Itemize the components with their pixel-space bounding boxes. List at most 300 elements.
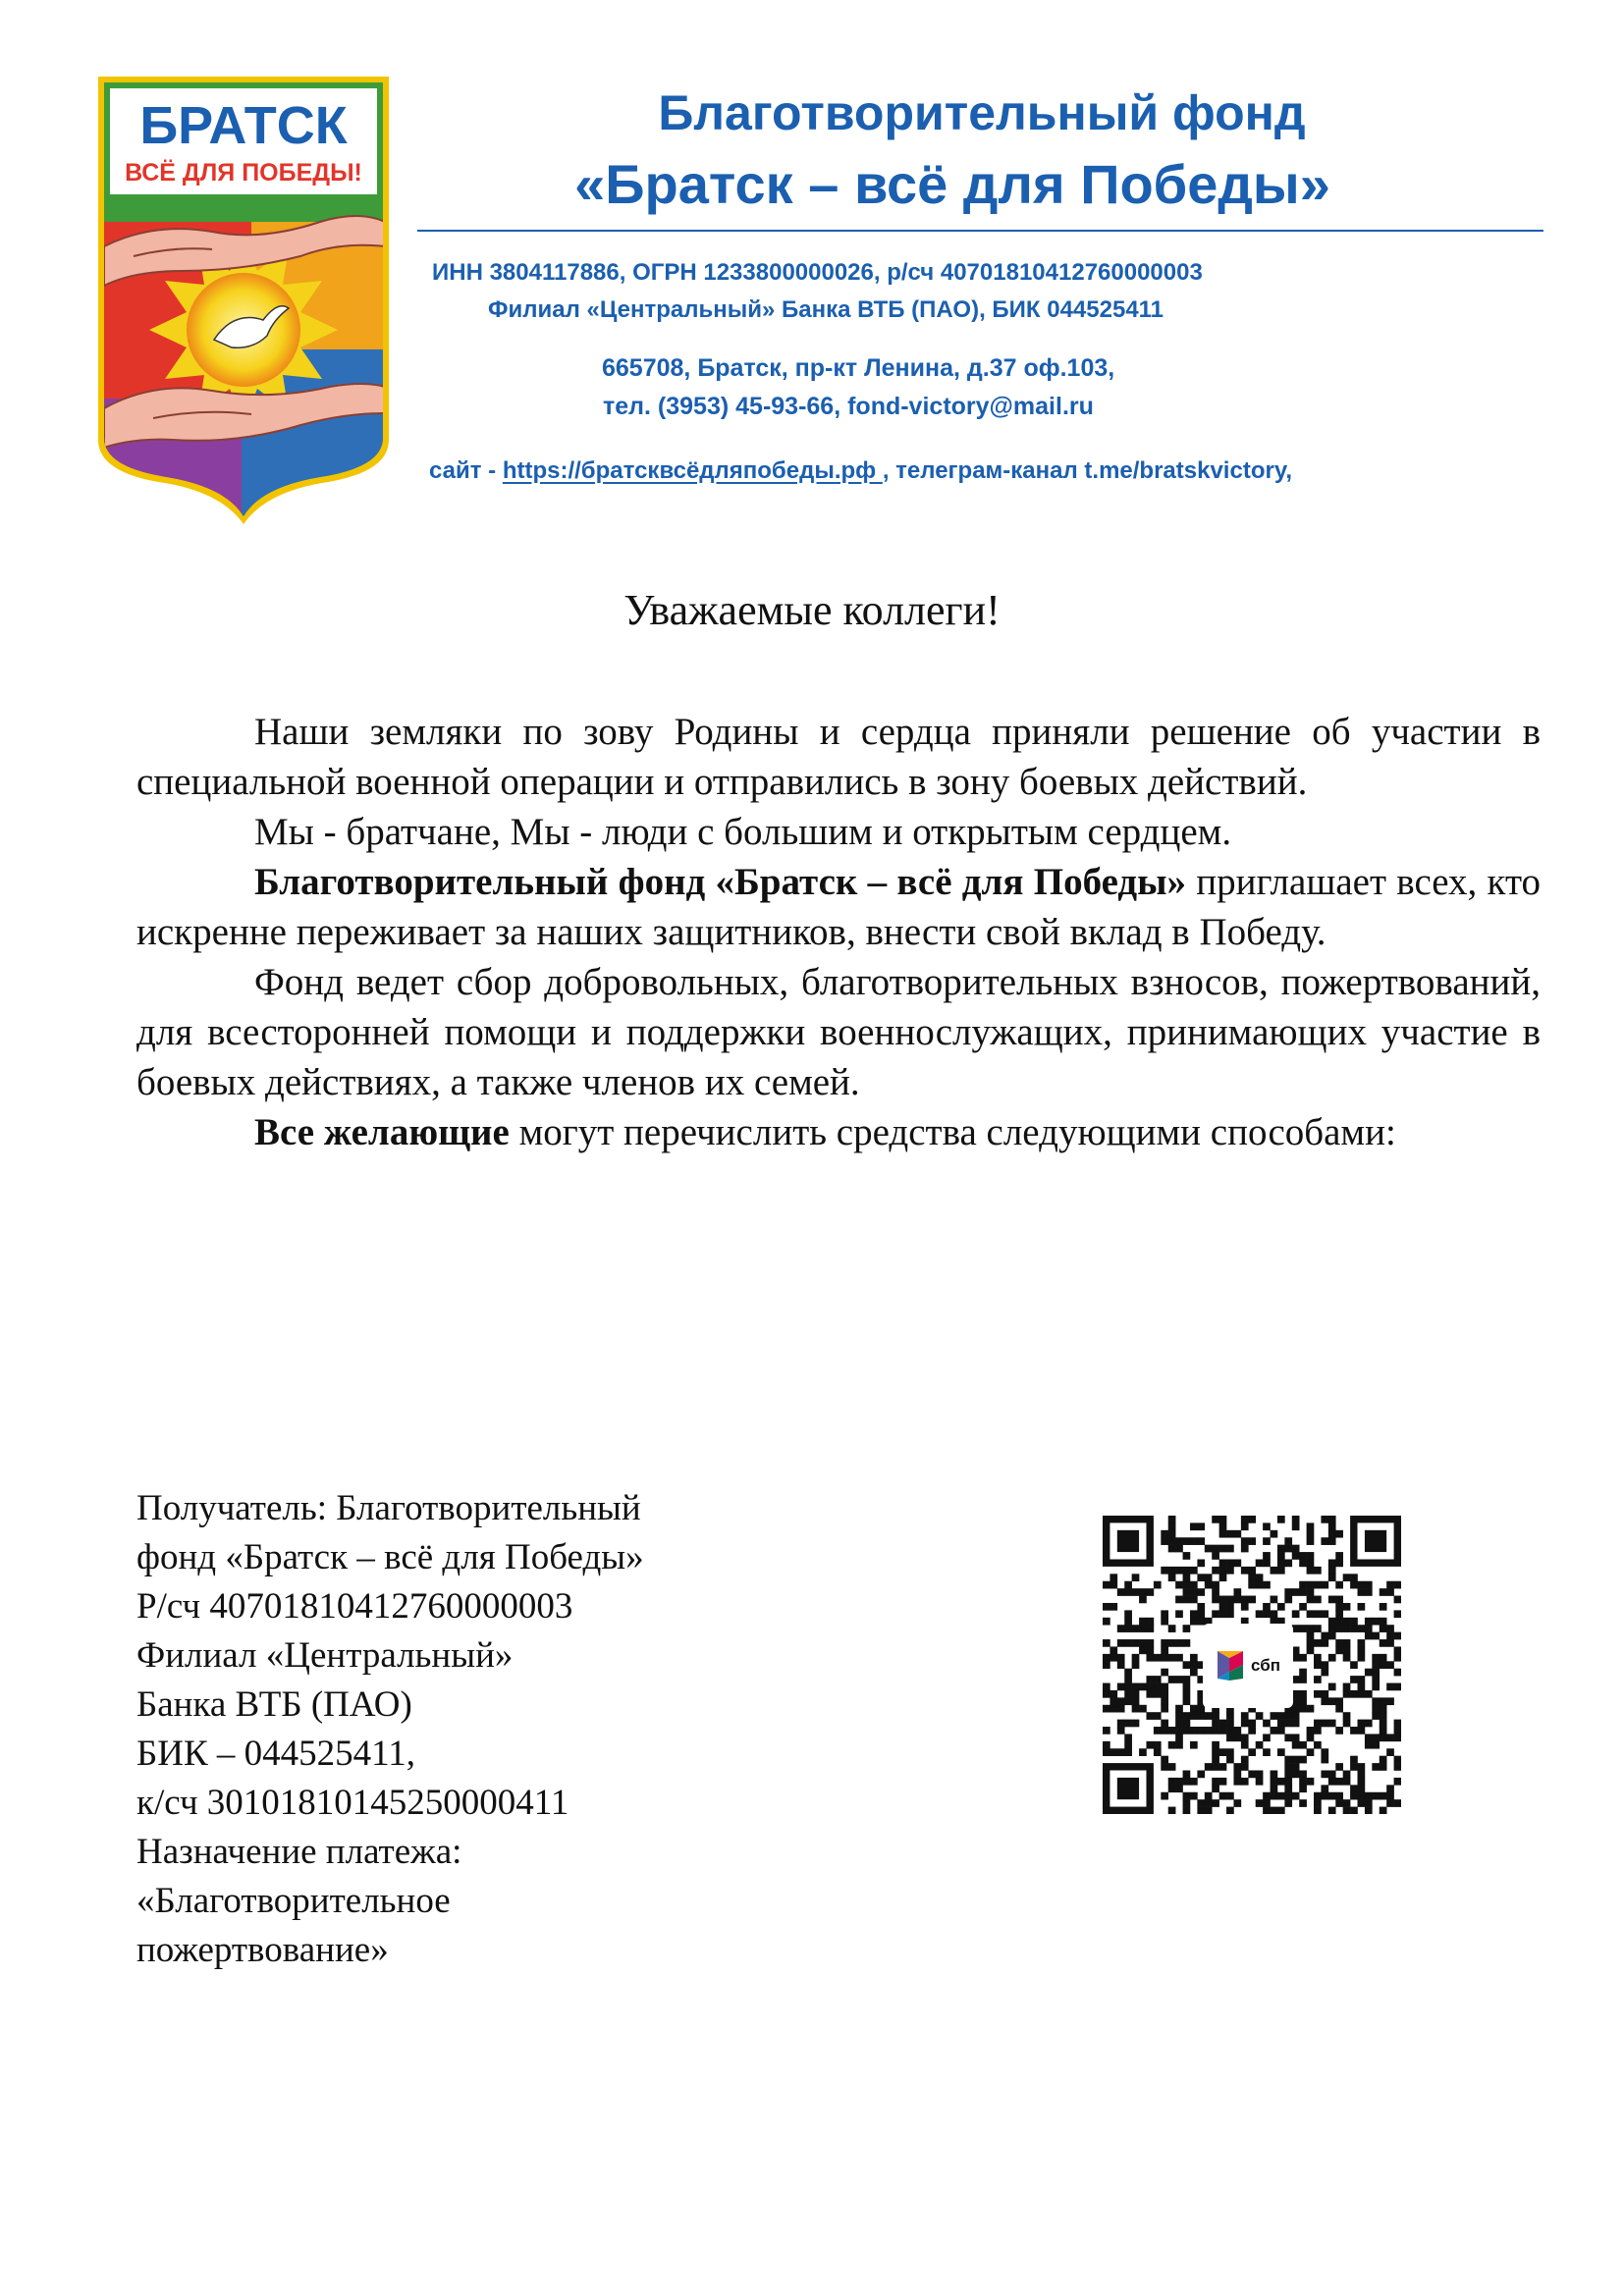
qr-module: [1321, 1581, 1328, 1589]
qr-module: [1380, 1792, 1387, 1800]
qr-module: [1307, 1727, 1315, 1735]
qr-module: [1335, 1639, 1343, 1647]
qr-module: [1284, 1712, 1292, 1720]
qr-module: [1146, 1646, 1154, 1654]
payment-line: к/сч 30101810145250000411: [136, 1783, 569, 1823]
qr-module: [1212, 1545, 1219, 1553]
qr-module: [1139, 1625, 1147, 1632]
qr-module: [1161, 1618, 1168, 1626]
qr-module: [1168, 1625, 1176, 1632]
site-link[interactable]: https://братсквсёдляпобеды.рф: [502, 457, 883, 484]
qr-module: [1197, 1537, 1205, 1545]
qr-module: [1299, 1741, 1307, 1749]
qr-module: [1110, 1646, 1117, 1654]
qr-module: [1358, 1654, 1366, 1662]
qr-module: [1350, 1676, 1358, 1683]
qr-module: [1314, 1727, 1322, 1735]
qr-module: [1212, 1720, 1219, 1728]
qr-module: [1183, 1778, 1191, 1786]
qr-module: [1394, 1778, 1401, 1786]
qr-module: [1343, 1799, 1351, 1807]
sbp-badge: [1203, 1624, 1293, 1708]
payment-line: Банка ВТБ (ПАО): [136, 1684, 412, 1725]
qr-module: [1124, 1625, 1132, 1632]
qr-module: [1292, 1763, 1300, 1771]
qr-module: [1183, 1625, 1191, 1632]
qr-module: [1358, 1639, 1366, 1647]
qr-module: [1263, 1807, 1271, 1814]
qr-module: [1183, 1683, 1191, 1691]
qr-module: [1175, 1778, 1183, 1786]
qr-module: [1175, 1734, 1183, 1741]
qr-module: [1256, 1778, 1264, 1786]
qr-module: [1307, 1522, 1315, 1530]
qr-module: [1277, 1559, 1285, 1567]
qr-module: [1183, 1567, 1191, 1575]
qr-module: [1328, 1792, 1336, 1800]
qr-module: [1175, 1567, 1183, 1575]
qr-module: [1263, 1522, 1271, 1530]
paragraph-volunteers: Наши земляки по зову Родины и сердца приняли решение об участии в специальной военной операции и отправились в зону боевых действий.: [136, 711, 1541, 803]
qr-module: [1139, 1588, 1147, 1596]
qr-module: [1271, 1596, 1278, 1604]
qr-module: [1284, 1785, 1292, 1792]
qr-module: [1380, 1756, 1387, 1764]
qr-module: [1314, 1741, 1322, 1749]
qr-module: [1394, 1581, 1401, 1589]
qr-module: [1284, 1596, 1292, 1604]
qr-module: [1358, 1603, 1366, 1611]
qr-module: [1394, 1799, 1401, 1807]
qr-module: [1168, 1807, 1176, 1814]
qr-module: [1284, 1763, 1292, 1771]
qr-module: [1328, 1771, 1336, 1779]
qr-module: [1307, 1581, 1315, 1589]
qr-module: [1314, 1690, 1322, 1698]
qr-module: [1335, 1799, 1343, 1807]
qr-module: [1284, 1799, 1292, 1807]
qr-module: [1358, 1588, 1366, 1596]
qr-module: [1233, 1727, 1241, 1735]
qr-module: [1277, 1567, 1285, 1575]
qr-module: [1328, 1625, 1336, 1632]
qr-module: [1335, 1530, 1343, 1538]
qr-module: [1212, 1741, 1219, 1749]
sbp-logo-icon: [1216, 1649, 1245, 1682]
qr-module: [1358, 1625, 1366, 1632]
qr-module: [1241, 1712, 1249, 1720]
qr-module: [1335, 1697, 1343, 1705]
qr-module: [1365, 1792, 1373, 1800]
qr-module: [1263, 1603, 1271, 1611]
qr-module: [1314, 1792, 1322, 1800]
qr-module: [1183, 1581, 1191, 1589]
qr-module: [1175, 1596, 1183, 1604]
qr-module: [1307, 1530, 1315, 1538]
qr-module: [1328, 1683, 1336, 1691]
qr-module: [1321, 1661, 1328, 1669]
qr-module: [1350, 1618, 1358, 1626]
qr-module: [1146, 1625, 1154, 1632]
qr-module: [1205, 1799, 1213, 1807]
qr-module: [1168, 1530, 1176, 1538]
qr-module: [1386, 1697, 1394, 1705]
qr-module: [1365, 1632, 1373, 1640]
qr-module: [1154, 1741, 1162, 1749]
qr-module: [1284, 1792, 1292, 1800]
qr-module: [1335, 1705, 1343, 1713]
qr-module: [1233, 1763, 1241, 1771]
qr-module: [1154, 1727, 1162, 1735]
qr-module: [1212, 1763, 1219, 1771]
qr-module: [1117, 1778, 1139, 1799]
qr-module: [1146, 1588, 1154, 1596]
qr-module: [1226, 1734, 1234, 1741]
logo-emblem: [94, 75, 393, 526]
qr-module: [1219, 1763, 1227, 1771]
qr-module: [1372, 1676, 1380, 1683]
qr-module: [1124, 1683, 1132, 1691]
qr-module: [1219, 1530, 1227, 1538]
qr-module: [1380, 1727, 1387, 1735]
qr-module: [1299, 1799, 1307, 1807]
qr-module: [1271, 1778, 1278, 1786]
qr-module: [1124, 1676, 1132, 1683]
qr-module: [1321, 1690, 1328, 1698]
qr-module: [1183, 1661, 1191, 1669]
qr-module: [1321, 1632, 1328, 1640]
qr-module: [1248, 1574, 1256, 1581]
qr-module: [1314, 1625, 1322, 1632]
qr-module: [1110, 1603, 1117, 1611]
qr-module: [1328, 1537, 1336, 1545]
qr-module: [1183, 1574, 1191, 1581]
qr-module: [1226, 1530, 1234, 1538]
qr-module: [1175, 1545, 1183, 1553]
qr-module: [1365, 1625, 1373, 1632]
qr-module: [1219, 1610, 1227, 1618]
qr-module: [1263, 1734, 1271, 1741]
qr-module: [1350, 1792, 1358, 1800]
qr-module: [1394, 1669, 1401, 1677]
qr-module: [1168, 1676, 1176, 1683]
qr-module: [1146, 1690, 1154, 1698]
qr-module: [1124, 1734, 1132, 1741]
qr-module: [1190, 1522, 1198, 1530]
qr-module: [1132, 1690, 1140, 1698]
qr-module: [1394, 1683, 1401, 1691]
qr-module: [1205, 1574, 1213, 1581]
qr-module: [1154, 1683, 1162, 1691]
qr-module: [1372, 1669, 1380, 1677]
qr-module: [1183, 1588, 1191, 1596]
qr-module: [1241, 1603, 1249, 1611]
qr-module: [1110, 1574, 1117, 1581]
qr-module: [1299, 1581, 1307, 1589]
qr-module: [1197, 1603, 1205, 1611]
qr-module: [1212, 1712, 1219, 1720]
qr-module: [1219, 1720, 1227, 1728]
qr-module: [1103, 1661, 1110, 1669]
qr-module: [1161, 1537, 1168, 1545]
qr-module: [1103, 1748, 1110, 1756]
qr-module: [1132, 1661, 1140, 1669]
qr-module: [1219, 1603, 1227, 1611]
qr-module: [1103, 1683, 1110, 1691]
qr-module: [1307, 1588, 1315, 1596]
qr-module: [1226, 1792, 1234, 1800]
qr-module: [1394, 1610, 1401, 1618]
qr-module: [1380, 1639, 1387, 1647]
qr-module: [1183, 1676, 1191, 1683]
qr-module: [1124, 1748, 1132, 1756]
qr-module: [1190, 1537, 1198, 1545]
qr-module: [1175, 1727, 1183, 1735]
qr-module: [1284, 1537, 1292, 1545]
qr-module: [1358, 1763, 1366, 1771]
qr-module: [1205, 1581, 1213, 1589]
qr-module: [1103, 1581, 1110, 1589]
qr-module: [1219, 1559, 1227, 1567]
qr-module: [1314, 1661, 1322, 1669]
qr-module: [1386, 1734, 1394, 1741]
qr-module: [1117, 1727, 1125, 1735]
qr-module: [1124, 1690, 1132, 1698]
qr-module: [1307, 1552, 1315, 1560]
qr-module: [1328, 1516, 1336, 1523]
qr-module: [1241, 1567, 1249, 1575]
qr-module: [1190, 1596, 1198, 1604]
qr-module: [1139, 1596, 1147, 1604]
qr-module: [1292, 1712, 1300, 1720]
qr-module: [1386, 1799, 1394, 1807]
qr-module: [1386, 1625, 1394, 1632]
qr-module: [1117, 1683, 1125, 1691]
foundation-name-bold: Благотворительный фонд «Братск – всё для Победы»: [254, 861, 1187, 903]
qr-module: [1299, 1676, 1307, 1683]
qr-module: [1307, 1559, 1315, 1567]
qr-module: [1233, 1734, 1241, 1741]
qr-module: [1241, 1596, 1249, 1604]
qr-module: [1197, 1807, 1205, 1814]
qr-module: [1175, 1537, 1183, 1545]
qr-module: [1365, 1581, 1373, 1589]
qr-module: [1124, 1618, 1132, 1626]
qr-module: [1277, 1516, 1285, 1523]
qr-module: [1343, 1712, 1351, 1720]
qr-module: [1154, 1690, 1162, 1698]
paragraph-big-heart: Мы - братчане, Мы - люди с большим и открытым сердцем.: [254, 811, 1232, 853]
qr-module: [1103, 1741, 1110, 1749]
qr-module: [1233, 1530, 1241, 1538]
qr-module: [1263, 1559, 1271, 1567]
qr-module: [1284, 1734, 1292, 1741]
qr-module: [1103, 1618, 1110, 1626]
qr-module: [1380, 1712, 1387, 1720]
qr-module: [1212, 1552, 1219, 1560]
qr-module: [1284, 1545, 1292, 1553]
qr-module: [1190, 1661, 1198, 1669]
qr-module: [1175, 1581, 1183, 1589]
qr-module: [1168, 1537, 1176, 1545]
qr-module: [1328, 1574, 1336, 1581]
telegram-channel: , телеграм-канал t.me/bratskvictory,: [882, 457, 1293, 484]
qr-module: [1358, 1792, 1366, 1800]
qr-module: [1168, 1522, 1176, 1530]
requisites-bank-line: Филиал «Центральный» Банка ВТБ (ПАО), БИК 044525411: [488, 296, 1164, 323]
qr-module: [1335, 1552, 1343, 1560]
qr-module: [1292, 1771, 1300, 1779]
qr-module: [1117, 1639, 1125, 1647]
qr-module: [1299, 1690, 1307, 1698]
qr-module: [1124, 1588, 1132, 1596]
payment-line: Р/сч 40701810412760000003: [136, 1586, 573, 1627]
qr-module: [1307, 1610, 1315, 1618]
qr-module: [1380, 1763, 1387, 1771]
logo-slogan-text: ВСЁ ДЛЯ ПОБЕДЫ!: [125, 159, 362, 187]
qr-module: [1256, 1559, 1264, 1567]
qr-module: [1190, 1712, 1198, 1720]
qr-module: [1386, 1661, 1394, 1669]
qr-module: [1190, 1705, 1198, 1713]
qr-module: [1226, 1748, 1234, 1756]
qr-module: [1241, 1537, 1249, 1545]
qr-module: [1307, 1537, 1315, 1545]
qr-module: [1190, 1669, 1198, 1677]
qr-module: [1321, 1537, 1328, 1545]
payment-details: [136, 1484, 883, 1975]
qr-module: [1205, 1807, 1213, 1814]
qr-module: [1358, 1799, 1366, 1807]
qr-module: [1256, 1741, 1264, 1749]
qr-module: [1256, 1581, 1264, 1589]
qr-module: [1161, 1756, 1168, 1764]
qr-module: [1212, 1567, 1219, 1575]
qr-module: [1168, 1778, 1176, 1786]
qr-module: [1190, 1727, 1198, 1735]
qr-module: [1271, 1727, 1278, 1735]
qr-module: [1328, 1778, 1336, 1786]
qr-module: [1219, 1522, 1227, 1530]
qr-module: [1328, 1530, 1336, 1538]
qr-module: [1328, 1567, 1336, 1575]
qr-module: [1132, 1705, 1140, 1713]
qr-module: [1124, 1720, 1132, 1728]
qr-module: [1321, 1792, 1328, 1800]
qr-module: [1183, 1720, 1191, 1728]
qr-module: [1328, 1632, 1336, 1640]
qr-module: [1314, 1799, 1322, 1807]
qr-module: [1219, 1748, 1227, 1756]
payment-line: фонд «Братск – всё для Победы»: [136, 1537, 644, 1577]
qr-module: [1314, 1676, 1322, 1683]
qr-module: [1292, 1545, 1300, 1553]
qr-module: [1394, 1632, 1401, 1640]
qr-module: [1386, 1683, 1394, 1691]
qr-module: [1335, 1596, 1343, 1604]
qr-module: [1154, 1676, 1162, 1683]
qr-module: [1226, 1603, 1234, 1611]
qr-module: [1365, 1690, 1373, 1698]
qr-module: [1335, 1763, 1343, 1771]
qr-module: [1271, 1807, 1278, 1814]
qr-module: [1197, 1559, 1205, 1567]
qr-module: [1146, 1676, 1154, 1683]
qr-module: [1277, 1807, 1285, 1814]
invitation-text: приглашает всех, кто искренне переживает за наших защитников, внести свой вклад в Победу.: [136, 861, 1541, 953]
qr-module: [1226, 1559, 1234, 1567]
qr-module: [1103, 1603, 1110, 1611]
qr-module: [1380, 1734, 1387, 1741]
qr-module: [1365, 1807, 1373, 1814]
qr-module: [1212, 1748, 1219, 1756]
qr-module: [1358, 1683, 1366, 1691]
qr-module: [1197, 1618, 1205, 1626]
qr-module: [1139, 1683, 1147, 1691]
qr-module: [1284, 1778, 1292, 1786]
qr-module: [1219, 1778, 1227, 1786]
qr-module: [1212, 1610, 1219, 1618]
qr-module: [1271, 1792, 1278, 1800]
qr-module: [1110, 1697, 1117, 1705]
qr-module: [1146, 1654, 1154, 1662]
logo-city-text: БРАТСК: [139, 96, 348, 155]
web-links-line: [429, 459, 1292, 483]
qr-module: [1299, 1552, 1307, 1560]
qr-module: [1299, 1625, 1307, 1632]
qr-module: [1335, 1610, 1343, 1618]
qr-module: [1271, 1712, 1278, 1720]
qr-module: [1394, 1727, 1401, 1735]
qr-module: [1117, 1748, 1125, 1756]
qr-module: [1124, 1697, 1132, 1705]
foundation-title-line2: «Братск – всё для Победы»: [574, 153, 1330, 215]
qr-module: [1197, 1799, 1205, 1807]
qr-module: [1343, 1654, 1351, 1662]
qr-module: [1307, 1778, 1315, 1786]
qr-module: [1241, 1778, 1249, 1786]
qr-module: [1292, 1792, 1300, 1800]
qr-module: [1146, 1618, 1154, 1626]
qr-module: [1372, 1697, 1380, 1705]
qr-module: [1183, 1799, 1191, 1807]
qr-module: [1168, 1741, 1176, 1749]
qr-module: [1226, 1756, 1234, 1764]
qr-module: [1154, 1712, 1162, 1720]
qr-module: [1212, 1785, 1219, 1792]
qr-module: [1219, 1792, 1227, 1800]
qr-module: [1380, 1705, 1387, 1713]
qr-module: [1263, 1799, 1271, 1807]
header-divider: [417, 230, 1543, 232]
qr-module: [1110, 1705, 1117, 1713]
qr-module: [1394, 1734, 1401, 1741]
qr-module: [1284, 1588, 1292, 1596]
qr-module: [1161, 1697, 1168, 1705]
sbp-qr-code[interactable]: [1103, 1516, 1401, 1814]
qr-module: [1307, 1639, 1315, 1647]
qr-module: [1226, 1596, 1234, 1604]
qr-module: [1299, 1778, 1307, 1786]
qr-module: [1394, 1720, 1401, 1728]
qr-module: [1205, 1763, 1213, 1771]
qr-module: [1233, 1588, 1241, 1596]
qr-module: [1183, 1807, 1191, 1814]
qr-module: [1110, 1654, 1117, 1662]
qr-module: [1277, 1545, 1285, 1553]
qr-module: [1161, 1654, 1168, 1662]
qr-module: [1335, 1559, 1343, 1567]
